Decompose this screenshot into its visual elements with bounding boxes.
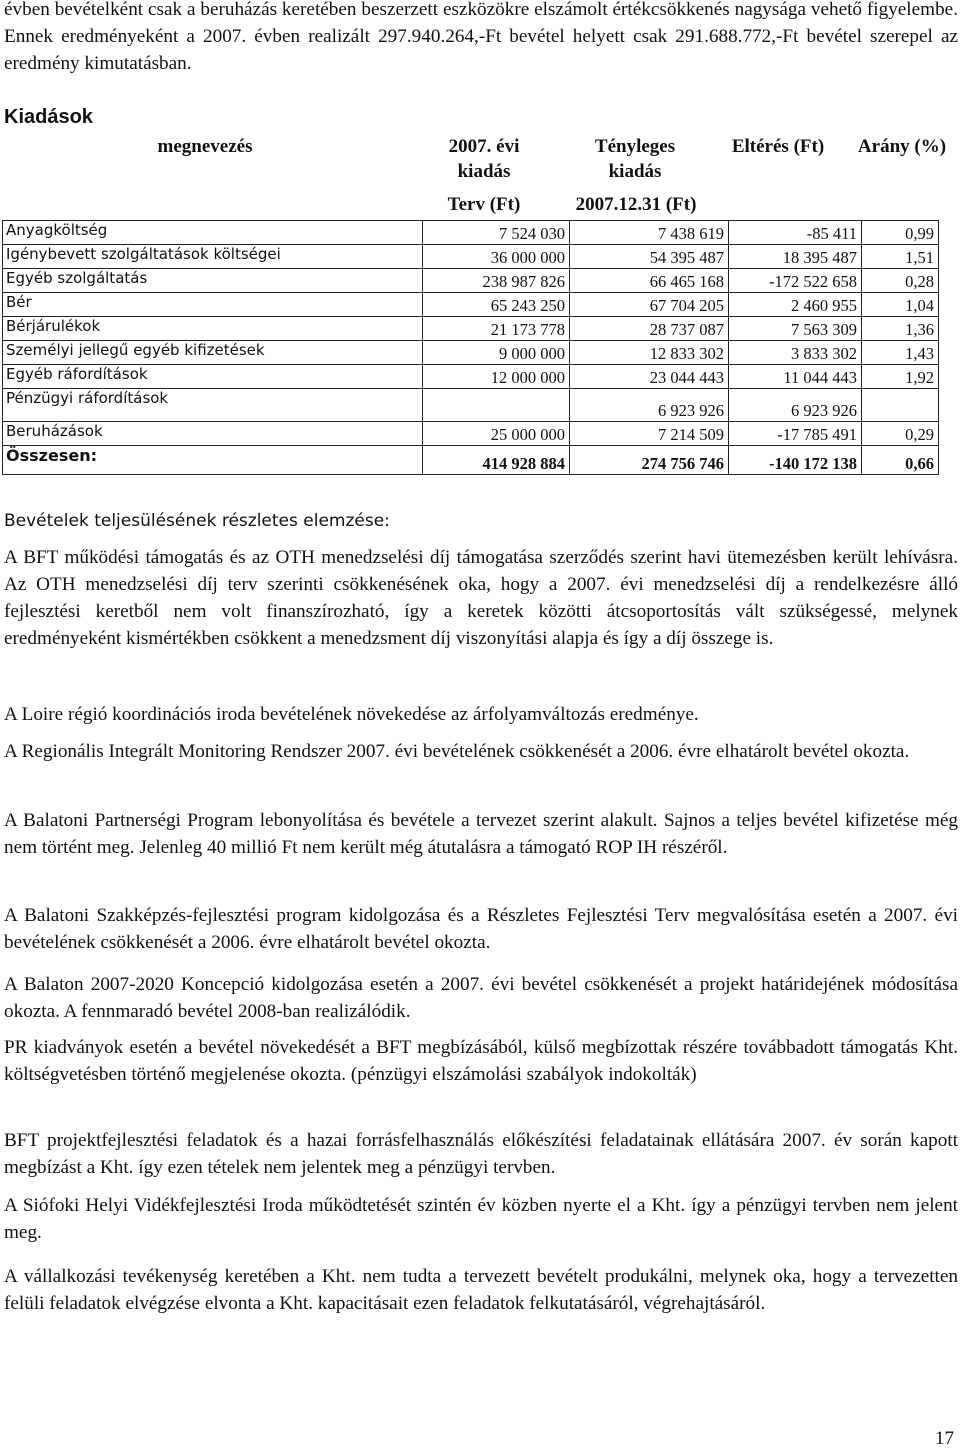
row-ratio: 1,92 bbox=[862, 365, 939, 389]
row-diff: 7 563 309 bbox=[729, 317, 862, 341]
page-number: 17 bbox=[935, 1428, 954, 1449]
analysis-paragraph: A Loire régió koordinációs iroda bevételének növekedése az árfolyamváltozás eredménye. bbox=[4, 704, 699, 725]
header-plan-2: kiadás bbox=[457, 161, 511, 182]
analysis-paragraph: A BFT működési támogatás és az OTH menedzselési díj támogatása szerződés szerint havi ütemezésben került lehívásra. Az OTH menedzselési díj terv szerinti csökkenésének oka, hogy a 2007. évi menedzselési díj a rendelkezésre álló fejlesztési keretből nem volt finanszírozható, így a keretek közötti átcsoportosítás vált szükségessé, melynek eredményeként kismértékben csökkent a menedzsment díj viszonyítási alapja és így a díj összege is. bbox=[4, 547, 958, 649]
row-ratio: 1,04 bbox=[862, 293, 939, 317]
row-ratio bbox=[862, 389, 939, 422]
row-ratio: 1,36 bbox=[862, 317, 939, 341]
table-row bbox=[3, 317, 939, 341]
header-actual-1: Tényleges bbox=[594, 136, 676, 157]
row-diff: 3 833 302 bbox=[729, 341, 862, 365]
row-name: Pénzügyi ráfordítások bbox=[3, 389, 423, 422]
header-name: megnevezés bbox=[157, 136, 253, 157]
row-name: Személyi jellegű egyéb kifizetések bbox=[3, 341, 423, 365]
row-diff: 2 460 955 bbox=[729, 293, 862, 317]
row-name: Beruházások bbox=[3, 422, 423, 446]
analysis-paragraph: PR kiadványok esetén a bevétel növekedését a BFT megbízásából, külső megbízottak részére továbbadott támogatás Kht. költségvetésben történő megjelenése okozta. (pénzügyi elszámolási szabályok indokolták) bbox=[4, 1037, 958, 1085]
header-diff: Eltérés (Ft) bbox=[731, 136, 825, 157]
row-ratio: 0,99 bbox=[862, 221, 939, 245]
row-plan: 65 243 250 bbox=[423, 293, 570, 317]
analysis-paragraph: BFT projektfejlesztési feladatok és a hazai forrásfelhasználás előkészítési feladatainak ellátására 2007. év során kapott megbízást a Kht. így ezen tételek nem jelentek meg a pénzügyi tervben. bbox=[4, 1130, 958, 1178]
intro-paragraph: évben bevételként csak a beruházás keretében beszerzett eszközökre elszámolt értékcsökkenés nagysága vehető figyelembe. Ennek eredményeként a 2007. évben realizált 297.940.264,-Ft bevétel helyett csak 291.688.772,-Ft bevétel szerepel az eredmény kimutatásban. bbox=[4, 0, 958, 74]
row-plan: 7 524 030 bbox=[423, 221, 570, 245]
row-diff: 6 923 926 bbox=[729, 389, 862, 422]
row-plan bbox=[423, 389, 570, 422]
row-plan: 25 000 000 bbox=[423, 422, 570, 446]
row-actual: 66 465 168 bbox=[570, 269, 729, 293]
row-ratio: 1,43 bbox=[862, 341, 939, 365]
table-row bbox=[3, 293, 939, 317]
table-row bbox=[3, 389, 939, 422]
section-title: Kiadások bbox=[4, 106, 93, 128]
row-actual: 7 214 509 bbox=[570, 422, 729, 446]
row-plan: 36 000 000 bbox=[423, 245, 570, 269]
row-name: Bér bbox=[3, 293, 423, 317]
table-row bbox=[3, 422, 939, 446]
expenses-table bbox=[2, 220, 939, 475]
row-ratio: 0,29 bbox=[862, 422, 939, 446]
total-actual: 274 756 746 bbox=[570, 446, 729, 475]
analysis-paragraph: A Regionális Integrált Monitoring Rendszer 2007. évi bevételének csökkenését a 2006. évre elhatárolt bevétel okozta. bbox=[4, 741, 910, 762]
analysis-paragraph: A Siófoki Helyi Vidékfejlesztési Iroda működtetését szintén év közben nyerte el a Kht. így a pénzügyi tervben nem jelent meg. bbox=[4, 1195, 958, 1243]
analysis-paragraph: A Balatoni Szakképzés-fejlesztési program kidolgozása és a Részletes Fejlesztési Terv megvalósítása esetén a 2007. évi bevételének csökkenését a 2006. évre elhatárolt bevétel okozta. bbox=[4, 905, 958, 953]
row-diff: 18 395 487 bbox=[729, 245, 862, 269]
row-actual: 67 704 205 bbox=[570, 293, 729, 317]
row-name: Igénybevett szolgáltatások költségei bbox=[3, 245, 423, 269]
header-ratio: Arány (%) bbox=[857, 136, 947, 157]
header-plan-1: 2007. évi bbox=[448, 136, 520, 157]
row-name: Anyagköltség bbox=[3, 221, 423, 245]
row-plan: 238 987 826 bbox=[423, 269, 570, 293]
row-diff: -172 522 658 bbox=[729, 269, 862, 293]
analysis-paragraph: A vállalkozási tevékenység keretében a Kht. nem tudta a tervezett bevételt produkálni, melynek oka, hogy a tervezetten felüli feladatok elvégzése elvonta a Kht. kapacitásait ezen feladatok felkutatásáról, végrehajtásáról. bbox=[4, 1266, 958, 1314]
table-total-row bbox=[3, 446, 939, 475]
row-plan: 9 000 000 bbox=[423, 341, 570, 365]
row-name: Egyéb ráfordítások bbox=[3, 365, 423, 389]
row-diff: 11 044 443 bbox=[729, 365, 862, 389]
table-row bbox=[3, 245, 939, 269]
row-actual: 23 044 443 bbox=[570, 365, 729, 389]
row-plan: 21 173 778 bbox=[423, 317, 570, 341]
header-actual-2: kiadás bbox=[608, 161, 662, 182]
header-actual-3: 2007.12.31 (Ft) bbox=[575, 194, 697, 215]
row-actual: 54 395 487 bbox=[570, 245, 729, 269]
row-diff: -85 411 bbox=[729, 221, 862, 245]
table-row bbox=[3, 221, 939, 245]
total-ratio: 0,66 bbox=[862, 446, 939, 475]
row-actual: 28 737 087 bbox=[570, 317, 729, 341]
analysis-paragraph: A Balaton 2007-2020 Koncepció kidolgozása esetén a 2007. évi bevétel csökkenését a projekt határidejének módosítása okozta. A fennmaradó bevétel 2008-ban realizálódik. bbox=[4, 974, 958, 1022]
row-name: Bérjárulékok bbox=[3, 317, 423, 341]
row-actual: 6 923 926 bbox=[570, 389, 729, 422]
row-name: Egyéb szolgáltatás bbox=[3, 269, 423, 293]
row-actual: 7 438 619 bbox=[570, 221, 729, 245]
table-row bbox=[3, 269, 939, 293]
table-row bbox=[3, 365, 939, 389]
analysis-paragraph: A Balatoni Partnerségi Program lebonyolítása és bevétele a tervezet szerint alakult. Sajnos a teljes bevétel kifizetése még nem történt meg. Jelenleg 40 millió Ft nem került még átutalásra a támogató ROP IH részéről. bbox=[4, 810, 958, 858]
table-row bbox=[3, 341, 939, 365]
row-actual: 12 833 302 bbox=[570, 341, 729, 365]
row-ratio: 1,51 bbox=[862, 245, 939, 269]
total-plan: 414 928 884 bbox=[423, 446, 570, 475]
total-diff: -140 172 138 bbox=[729, 446, 862, 475]
row-ratio: 0,28 bbox=[862, 269, 939, 293]
row-diff: -17 785 491 bbox=[729, 422, 862, 446]
total-name: Összesen: bbox=[3, 446, 423, 475]
row-plan: 12 000 000 bbox=[423, 365, 570, 389]
revenue-analysis-heading: Bevételek teljesülésének részletes elemzése: bbox=[4, 511, 390, 531]
header-plan-3: Terv (Ft) bbox=[447, 194, 521, 215]
